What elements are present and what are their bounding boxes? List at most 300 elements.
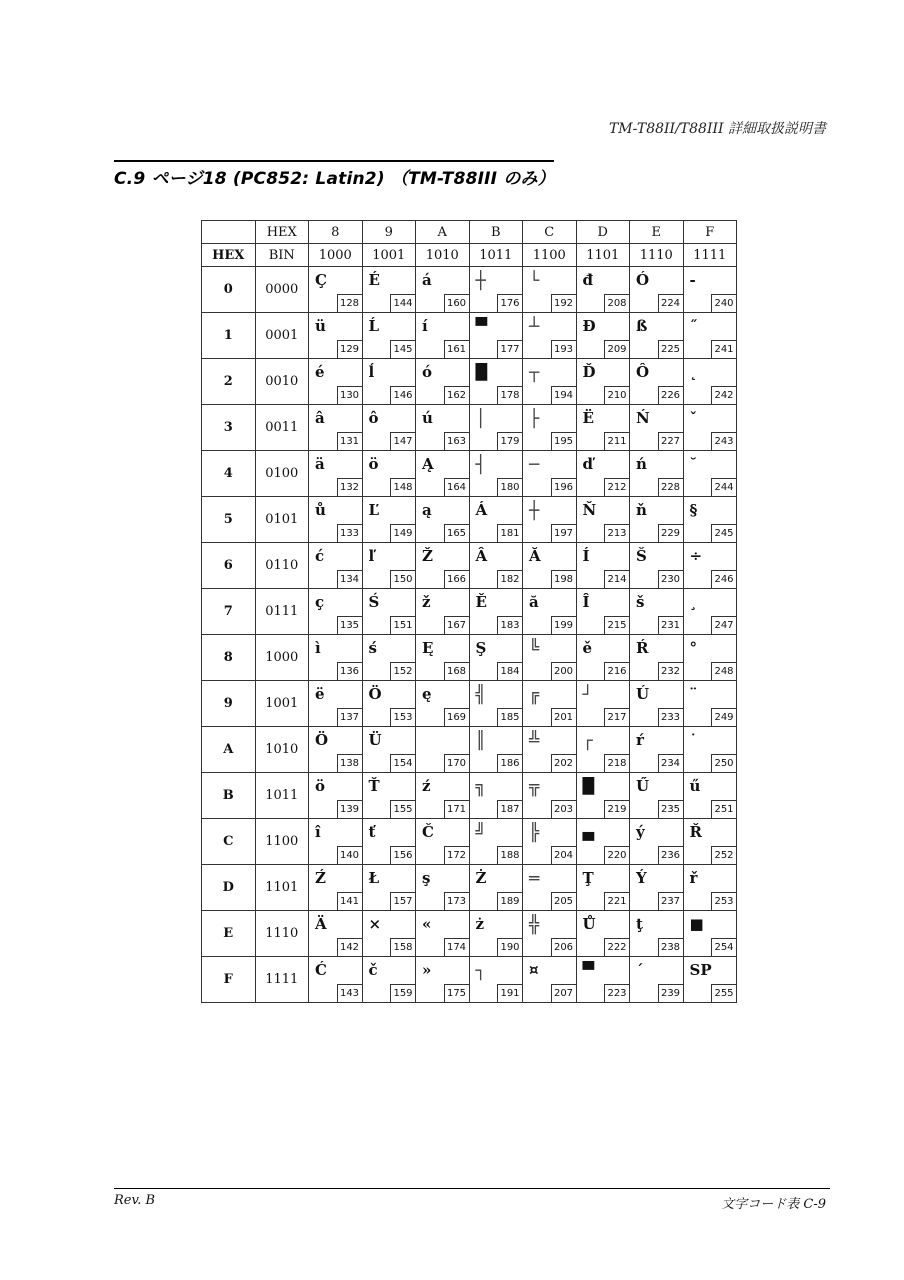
decimal-code: 154 [390,754,415,772]
code-cell [630,773,684,819]
character-glyph: ľ [368,547,375,565]
code-cell [469,727,523,773]
character-glyph: Ĺ [368,317,380,335]
code-cell [630,589,684,635]
decimal-code: 216 [604,662,629,680]
character-glyph: ┘ [582,685,593,705]
decimal-code: 149 [390,524,415,542]
col-bin-9: 1001 [362,244,416,267]
code-cell [309,773,363,819]
code-cell [630,451,684,497]
decimal-code: 196 [551,478,576,496]
code-cell [416,589,470,635]
code-cell [309,497,363,543]
row-hex-label: 7 [202,589,256,635]
code-cell [576,865,630,911]
decimal-code: 152 [390,662,415,680]
code-cell [362,911,416,957]
character-glyph: ó [422,363,433,381]
code-cell [416,957,470,1003]
character-glyph: š [636,593,645,611]
character-glyph: ý [636,823,645,841]
decimal-code: 169 [444,708,469,726]
decimal-code: 136 [337,662,362,680]
code-cell [416,773,470,819]
decimal-code: 205 [551,892,576,910]
character-glyph: ß [636,317,648,335]
code-cell [576,911,630,957]
decimal-code: 186 [497,754,522,772]
character-glyph: ╩ [529,731,540,751]
decimal-code: 223 [604,984,629,1002]
decimal-code: 203 [551,800,576,818]
character-glyph: ô [368,409,379,427]
decimal-code: 175 [444,984,469,1002]
row-bin-label: 1100 [255,819,309,865]
code-row [202,589,737,635]
character-glyph: Ž [422,547,433,565]
character-glyph: Ź [315,869,326,887]
decimal-code: 167 [444,616,469,634]
character-glyph: Š [636,547,647,565]
character-glyph: ˇ [689,409,697,427]
decimal-code: 147 [390,432,415,450]
character-glyph: Č [422,823,434,841]
code-cell [683,911,737,957]
character-glyph: Á [475,501,488,519]
col-hex-e: E [630,221,684,244]
decimal-code: 221 [604,892,629,910]
code-cell [523,773,577,819]
decimal-code: 177 [497,340,522,358]
decimal-code: 150 [390,570,415,588]
code-cell [630,497,684,543]
row-hex-label: E [202,911,256,957]
character-glyph: î [315,823,321,841]
decimal-code: 160 [444,294,469,312]
character-glyph: ┐ [475,961,486,981]
character-glyph: Ţ [582,869,594,887]
code-row [202,359,737,405]
decimal-code: 204 [551,846,576,864]
character-glyph: ç [315,593,325,611]
character-glyph: └ [529,271,540,291]
code-cell [362,727,416,773]
code-cell [362,681,416,727]
decimal-code: 132 [337,478,362,496]
code-cell [469,543,523,589]
decimal-code: 143 [337,984,362,1002]
code-cell [362,957,416,1003]
character-code-table [201,220,737,1003]
code-row [202,451,737,497]
row-hex-label: A [202,727,256,773]
code-cell [469,681,523,727]
decimal-code: 228 [658,478,683,496]
row-bin-label: 1110 [255,911,309,957]
code-row [202,681,737,727]
code-cell [683,681,737,727]
code-cell [523,911,577,957]
code-cell [630,911,684,957]
code-cell [469,359,523,405]
code-cell [416,727,470,773]
character-glyph: Ă [529,547,541,565]
code-cell [309,727,363,773]
character-glyph: ë [315,685,325,703]
decimal-code: 191 [497,984,522,1002]
code-cell [630,957,684,1003]
code-cell [416,635,470,681]
character-glyph: ź [422,777,431,795]
decimal-code: 185 [497,708,522,726]
character-glyph: ╠ [529,823,540,843]
decimal-code: 246 [711,570,736,588]
code-cell [362,267,416,313]
character-glyph: ę [422,685,432,703]
decimal-code: 141 [337,892,362,910]
decimal-code: 234 [658,754,683,772]
character-glyph: ▀ [475,317,488,335]
code-cell [309,819,363,865]
code-cell [523,865,577,911]
character-glyph: Ö [368,685,382,703]
code-cell [469,957,523,1003]
code-cell [523,267,577,313]
decimal-code: 212 [604,478,629,496]
character-glyph: Î [582,593,590,611]
row-bin-label: 1101 [255,865,309,911]
row-hex-label: D [202,865,256,911]
col-hex-a: A [416,221,470,244]
character-glyph: Ř [689,823,702,841]
decimal-code: 174 [444,938,469,956]
character-glyph: Í [582,547,590,565]
character-glyph: ┼ [475,271,486,291]
character-glyph: █ [582,777,595,795]
row-bin-label: 1010 [255,727,309,773]
code-cell [630,819,684,865]
footer-page-label: 文字コード表 C-9 [721,1197,826,1212]
row-bin-label: 1000 [255,635,309,681]
code-cell [523,359,577,405]
character-glyph: ¤ [529,961,539,979]
decimal-code: 226 [658,386,683,404]
code-cell [362,359,416,405]
code-cell [309,543,363,589]
col-hex-b: B [469,221,523,244]
character-glyph: Ŕ [636,639,649,657]
col-hex-c: C [523,221,577,244]
character-glyph: ň [636,501,647,519]
bin-header-row [202,244,737,267]
character-glyph: đ [582,271,593,289]
character-glyph: ì [315,639,321,657]
decimal-code: 178 [497,386,522,404]
character-glyph: Ý [636,869,647,887]
character-glyph: ├ [529,409,540,429]
row-bin-label: 0100 [255,451,309,497]
code-cell [683,405,737,451]
code-cell [309,267,363,313]
character-glyph: Ě [475,593,487,611]
decimal-code: 184 [497,662,522,680]
character-glyph: Ł [368,869,380,887]
code-row [202,773,737,819]
row-bin-label: 1111 [255,957,309,1003]
decimal-code: 168 [444,662,469,680]
row-hex-label: 1 [202,313,256,359]
character-glyph: ─ [529,455,540,475]
code-cell [683,865,737,911]
character-glyph: Ľ [368,501,380,519]
decimal-code: 183 [497,616,522,634]
character-glyph: SP [689,961,712,979]
decimal-code: 182 [497,570,522,588]
character-glyph: » [422,961,432,979]
decimal-code: 230 [658,570,683,588]
row-bin-label: 0111 [255,589,309,635]
code-cell [309,635,363,681]
character-glyph: á [422,271,432,289]
decimal-code: 188 [497,846,522,864]
code-cell [523,497,577,543]
decimal-code: 161 [444,340,469,358]
character-glyph: č [368,961,378,979]
character-glyph: × [368,915,382,933]
character-glyph: ş [422,869,431,887]
character-glyph: ž [422,593,431,611]
decimal-code: 248 [711,662,736,680]
code-cell [469,773,523,819]
hex-header-label: HEX [255,221,309,244]
col-hex-d: D [576,221,630,244]
decimal-code: 200 [551,662,576,680]
decimal-code: 148 [390,478,415,496]
code-cell [469,589,523,635]
code-cell [416,819,470,865]
character-glyph: Ď [582,363,596,381]
decimal-code: 208 [604,294,629,312]
decimal-code: 232 [658,662,683,680]
character-glyph: ś [368,639,377,657]
code-cell [469,267,523,313]
row-hex-label: 9 [202,681,256,727]
decimal-code: 202 [551,754,576,772]
character-glyph: Ň [582,501,597,519]
code-cell [523,681,577,727]
decimal-code: 218 [604,754,629,772]
code-cell [469,313,523,359]
character-glyph: ć [315,547,325,565]
decimal-code: 240 [711,294,736,312]
character-glyph: Ć [315,961,327,979]
code-cell [309,681,363,727]
code-cell [416,681,470,727]
row-hex-label: 6 [202,543,256,589]
decimal-code: 251 [711,800,736,818]
decimal-code: 253 [711,892,736,910]
character-glyph: ╝ [475,823,486,843]
decimal-code: 238 [658,938,683,956]
decimal-code: 233 [658,708,683,726]
decimal-code: 159 [390,984,415,1002]
character-glyph: ď [582,455,593,473]
decimal-code: 250 [711,754,736,772]
decimal-code: 190 [497,938,522,956]
character-glyph: « [422,915,432,933]
code-cell [309,451,363,497]
code-cell [309,865,363,911]
character-glyph: ■ [689,915,704,933]
decimal-code: 242 [711,386,736,404]
decimal-code: 239 [658,984,683,1002]
character-glyph: ŕ [636,731,644,749]
code-row [202,911,737,957]
code-cell [683,267,737,313]
decimal-code: 157 [390,892,415,910]
decimal-code: 220 [604,846,629,864]
character-glyph: ă [529,593,539,611]
character-glyph: ü [315,317,326,335]
code-table-body [202,221,737,1003]
code-cell [683,543,737,589]
decimal-code: 210 [604,386,629,404]
code-cell [630,267,684,313]
code-cell [362,543,416,589]
code-cell [683,727,737,773]
decimal-code: 236 [658,846,683,864]
decimal-code: 164 [444,478,469,496]
decimal-code: 195 [551,432,576,450]
decimal-code: 170 [444,754,469,772]
code-cell [576,313,630,359]
character-glyph: ĺ [368,363,375,381]
row-bin-label: 0010 [255,359,309,405]
decimal-code: 201 [551,708,576,726]
code-cell [576,267,630,313]
decimal-code: 133 [337,524,362,542]
decimal-code: 197 [551,524,576,542]
character-glyph: ö [315,777,326,795]
decimal-code: 193 [551,340,576,358]
decimal-code: 192 [551,294,576,312]
code-cell [523,727,577,773]
character-glyph: ┼ [529,501,540,521]
code-cell [683,359,737,405]
code-cell [362,589,416,635]
code-cell [309,957,363,1003]
code-cell [309,359,363,405]
character-glyph: ╬ [529,915,540,935]
character-glyph: ů [315,501,326,519]
character-glyph: ▀ [582,961,595,979]
decimal-code: 156 [390,846,415,864]
document-header-title: TM-T88II/T88III 詳細取扱説明書 [608,121,826,137]
code-cell [416,313,470,359]
decimal-code: 189 [497,892,522,910]
decimal-code: 194 [551,386,576,404]
character-glyph: ╔ [529,685,540,705]
character-glyph: ÷ [689,547,703,565]
character-glyph: Ë [582,409,594,427]
character-glyph: Ů [582,915,596,933]
row-hex-label: B [202,773,256,819]
code-cell [416,451,470,497]
character-glyph: ╦ [529,777,540,797]
code-cell [469,635,523,681]
code-cell [523,589,577,635]
code-row [202,267,737,313]
character-glyph: ° [689,639,697,657]
character-glyph: ˛ [689,363,697,381]
code-cell [576,635,630,681]
decimal-code: 171 [444,800,469,818]
decimal-code: 199 [551,616,576,634]
character-glyph: ˝ [689,317,697,335]
decimal-code: 134 [337,570,362,588]
decimal-code: 151 [390,616,415,634]
character-glyph: ű [689,777,701,795]
bin-header-label: BIN [255,244,309,267]
decimal-code: 146 [390,386,415,404]
decimal-code: 198 [551,570,576,588]
code-cell [362,497,416,543]
row-hex-label: 5 [202,497,256,543]
decimal-code: 163 [444,432,469,450]
decimal-code: 180 [497,478,522,496]
row-hex-label: 0 [202,267,256,313]
decimal-code: 158 [390,938,415,956]
code-row [202,313,737,359]
code-cell [523,819,577,865]
character-glyph: │ [475,409,486,429]
decimal-code: 229 [658,524,683,542]
code-cell [576,451,630,497]
code-cell [469,911,523,957]
col-bin-b: 1011 [469,244,523,267]
character-glyph: Ä [315,915,327,933]
col-hex-9: 9 [362,221,416,244]
col-bin-8: 1000 [309,244,363,267]
decimal-code: 142 [337,938,362,956]
code-cell [416,865,470,911]
corner-cell [202,221,256,244]
decimal-code: 237 [658,892,683,910]
character-glyph: ¸ [689,593,697,611]
character-glyph: ═ [529,869,540,889]
decimal-code: 181 [497,524,522,542]
code-cell [362,405,416,451]
character-glyph: ´ [636,961,644,979]
footer-divider [114,1188,830,1189]
code-cell [576,773,630,819]
code-cell [576,819,630,865]
row-bin-label: 1001 [255,681,309,727]
character-glyph: Đ [582,317,596,335]
code-cell [362,635,416,681]
character-glyph: ń [636,455,647,473]
decimal-code: 172 [444,846,469,864]
col-hex-8: 8 [309,221,363,244]
character-glyph: ║ [475,731,486,751]
code-cell [576,405,630,451]
code-cell [309,589,363,635]
code-cell [683,451,737,497]
decimal-code: 179 [497,432,522,450]
code-cell [309,405,363,451]
row-bin-label: 0001 [255,313,309,359]
